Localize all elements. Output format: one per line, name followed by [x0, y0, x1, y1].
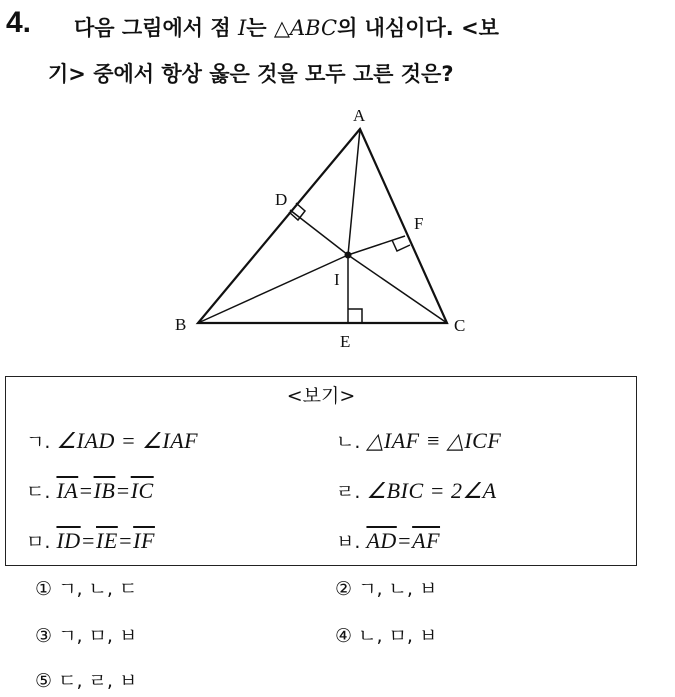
segment-ia	[348, 129, 360, 255]
segment-ib	[198, 255, 348, 323]
equals-sign: =	[396, 528, 413, 553]
bogi-title: <보기>	[286, 385, 356, 407]
choice-number: ③	[35, 625, 53, 647]
choice-5[interactable]	[35, 666, 137, 693]
segment-term: $\overline{AD}$	[366, 528, 397, 553]
question-text-part: 의 내심이다. <보	[337, 16, 499, 40]
bogi-marker: ㄹ.	[336, 481, 361, 503]
choice-text: ㄱ, ㄴ, ㄷ	[58, 578, 138, 600]
segment-term: $\overline{IB}$	[93, 478, 116, 503]
label-f: F	[414, 214, 424, 233]
choice-number: ⑤	[35, 670, 53, 692]
bogi-marker: ㅁ.	[26, 531, 51, 553]
choice-2[interactable]	[335, 574, 437, 601]
bogi-item-1	[26, 427, 198, 454]
choice-3[interactable]	[35, 621, 137, 648]
segment-if	[348, 236, 405, 255]
bogi-item-4	[336, 477, 497, 504]
label-i: I	[334, 270, 340, 289]
triangle-label: △ABC	[273, 16, 338, 40]
equals-sign: =	[80, 528, 97, 553]
bogi-box	[5, 376, 637, 566]
bogi-marker: ㄷ.	[26, 481, 51, 503]
bogi-marker: ㅂ.	[336, 531, 361, 553]
question-text-line2: 기> 중에서 항상 옳은 것을 모두 고른 것은?	[48, 62, 454, 86]
label-c: C	[454, 316, 466, 335]
point-i-label: I	[237, 16, 247, 40]
equals-sign: =	[115, 478, 131, 503]
choice-text: ㄱ, ㅁ, ㅂ	[58, 625, 138, 647]
choice-number: ①	[35, 578, 53, 600]
choice-number: ④	[335, 625, 353, 647]
bogi-expression: ∠IAD = ∠IAF	[56, 428, 199, 453]
bogi-item-5	[26, 527, 155, 554]
equals-sign: =	[117, 528, 134, 553]
label-a: A	[353, 106, 366, 125]
label-e: E	[340, 332, 351, 351]
bogi-expression: ∠BIC = 2∠A	[366, 478, 497, 503]
question-number: 4.	[6, 6, 32, 39]
segment-term: $\overline{AF}$	[412, 528, 441, 553]
bogi-item-6	[336, 527, 440, 554]
question-text-part: 다음 그림에서 점	[74, 16, 231, 40]
bogi-item-2	[336, 427, 501, 454]
bogi-expression: △IAF ≡ △ICF	[366, 428, 502, 453]
label-b: B	[175, 315, 187, 334]
right-angle-f	[392, 240, 410, 251]
triangle-abc	[198, 129, 447, 323]
segment-term: $\overline{IE}$	[96, 528, 118, 553]
right-angle-e	[348, 309, 362, 323]
choice-text: ㄱ, ㄴ, ㅂ	[358, 578, 438, 600]
incenter-point	[345, 252, 352, 259]
choice-text: ㄷ, ㄹ, ㅂ	[58, 670, 138, 692]
bogi-item-3	[26, 477, 154, 504]
bogi-marker: ㄱ.	[26, 431, 51, 453]
choice-text: ㄴ, ㅁ, ㅂ	[358, 625, 438, 647]
equals-sign: =	[78, 478, 94, 503]
segment-term: $\overline{ID}$	[56, 528, 81, 553]
question-text-part: 는	[246, 16, 267, 40]
bogi-marker: ㄴ.	[336, 431, 361, 453]
segment-term: $\overline{IC}$	[130, 478, 154, 503]
choice-1[interactable]	[35, 574, 137, 601]
segment-term: $\overline{IF}$	[133, 528, 155, 553]
choice-number: ②	[335, 578, 353, 600]
choice-4[interactable]	[335, 621, 437, 648]
segment-term: $\overline{IA}$	[56, 478, 79, 503]
segment-id	[290, 210, 348, 255]
label-d: D	[275, 190, 288, 209]
